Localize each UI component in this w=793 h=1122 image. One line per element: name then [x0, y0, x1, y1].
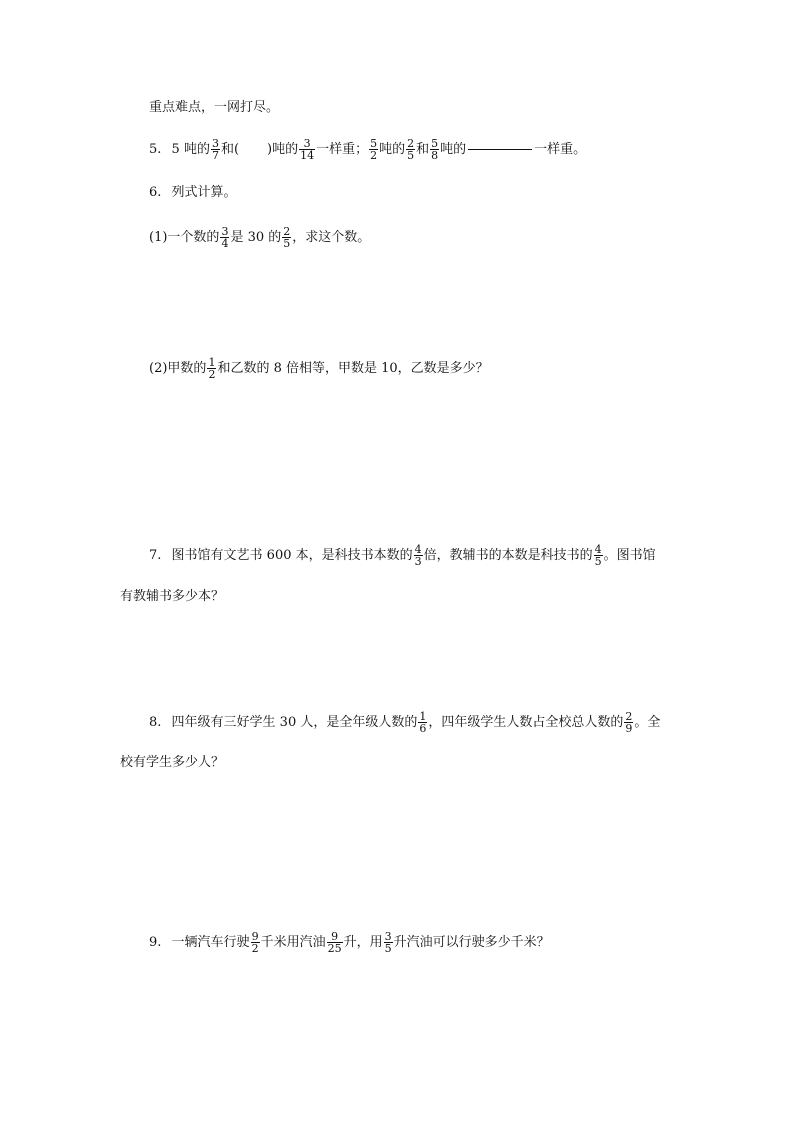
fraction: $\frac{5}{8}$: [431, 137, 439, 162]
fraction: $\frac{2}{5}$: [407, 137, 415, 162]
q9-text-4: 升汽油可以行驶多少千米？: [393, 935, 550, 950]
q5-text-6: 和: [416, 142, 430, 157]
question-6-part-1: [149, 226, 370, 249]
fraction: $\frac{4}{5}$: [594, 543, 602, 568]
fraction: $\frac{9}{2}$: [251, 930, 259, 955]
intro-text: 重点难点，一网打尽。: [149, 100, 280, 115]
q5-text-1: 5 吨的: [171, 142, 210, 157]
q5-text-7: 吨的: [440, 142, 467, 157]
q6p1-text-2: 是 30 的: [230, 230, 282, 245]
fraction: $\frac{1}{6}$: [419, 710, 427, 735]
answer-blank-line: [468, 149, 532, 150]
question-number: 8.: [149, 715, 162, 730]
fraction: $\frac{3}{5}$: [384, 930, 392, 955]
fraction: $\frac{3}{7}$: [211, 137, 219, 162]
fraction: $\frac{2}{5}$: [283, 225, 291, 250]
q5-text-2: 和(: [220, 142, 240, 157]
fraction: $\frac{2}{9}$: [625, 710, 633, 735]
fraction: $\frac{4}{3}$: [414, 543, 422, 568]
fraction: $\frac{3}{14}$: [300, 137, 315, 162]
question-number: 6.: [149, 185, 162, 200]
fraction: $\frac{5}{2}$: [370, 137, 378, 162]
q9-text-2: 千米用汽油: [260, 935, 326, 950]
q7-text-3: 。图书馆: [603, 548, 656, 563]
q6p2-text-2: 和乙数的 8 倍相等，甲数是 10，乙数是多少？: [217, 361, 489, 376]
question-6-title: [149, 185, 237, 201]
q8-text-1: 四年级有三好学生 30 人，是全年级人数的: [171, 715, 418, 730]
q5-text-5: 吨的: [379, 142, 406, 157]
question-number: 5.: [149, 142, 162, 157]
q7-line-2: 有教辅书多少本？: [120, 589, 225, 604]
q5-text-3: )吨的: [267, 142, 299, 157]
q5-text-8: 一样重。: [534, 142, 587, 157]
q8-text-2: ，四年级学生人数占全校总人数的: [428, 715, 624, 730]
part-label: (1): [149, 230, 168, 245]
question-9: [149, 931, 550, 954]
q5-text-4: 一样重；: [316, 142, 369, 157]
fraction: $\frac{3}{4}$: [221, 225, 229, 250]
q7-text-2: 倍，教辅书的本数是科技书的: [423, 548, 593, 563]
q6p2-text-1: 甲数的: [167, 361, 207, 376]
q8-text-3: 。全: [634, 715, 661, 730]
fraction: $\frac{9}{25}$: [327, 930, 342, 955]
question-7: [149, 544, 656, 567]
part-label: (2): [149, 361, 168, 376]
q9-text-1: 一辆汽车行驶: [171, 935, 250, 950]
fraction: $\frac{1}{2}$: [208, 356, 216, 381]
q7-text-1: 图书馆有文艺书 600 本，是科技书本数的: [171, 548, 413, 563]
q6-title: 列式计算。: [171, 185, 237, 200]
question-number: 9.: [149, 935, 162, 950]
question-number: 7.: [149, 548, 162, 563]
question-6-part-2: [149, 357, 489, 380]
q8-line-2: 校有学生多少人？: [120, 755, 225, 770]
q9-text-3: 升，用: [343, 935, 383, 950]
q6p1-text-3: ，求这个数。: [292, 230, 371, 245]
question-5: [149, 138, 586, 161]
question-8: [149, 711, 660, 734]
q6p1-text-1: 一个数的: [167, 230, 220, 245]
